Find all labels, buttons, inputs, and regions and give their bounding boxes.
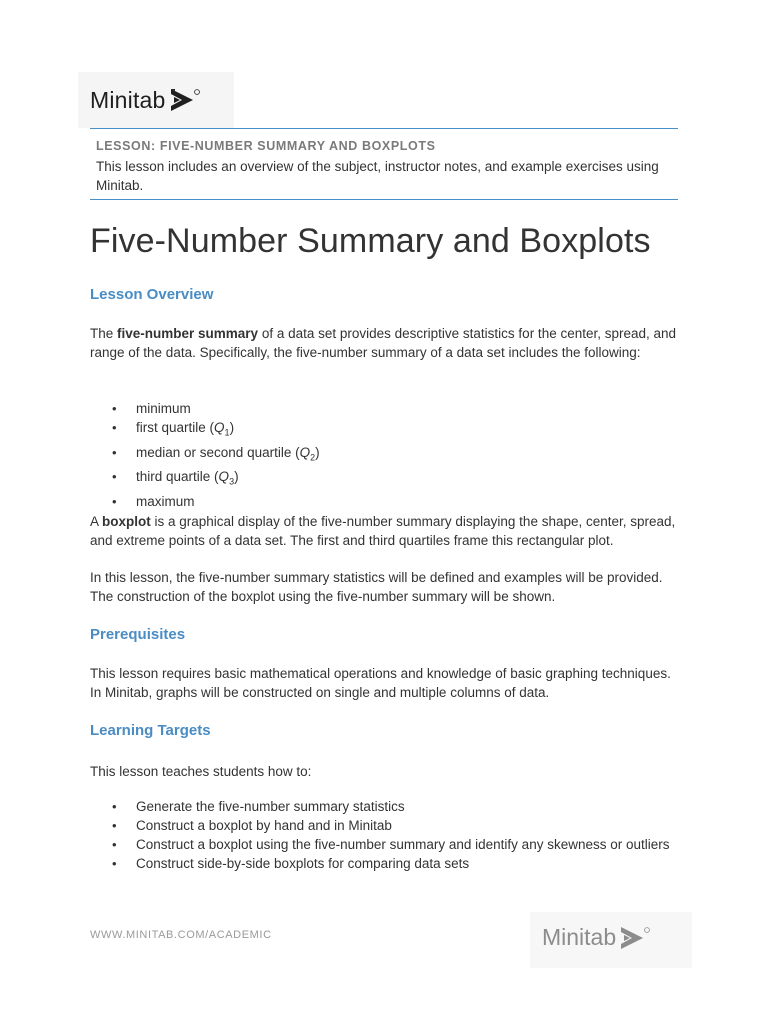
bullet-icon: • [112,420,117,435]
minitab-arrow-icon [621,927,651,951]
overview-p1-pre: The [90,326,118,341]
overview-p2-pre: A [90,514,103,529]
bullet-icon: • [112,401,117,416]
banner-bottom-rule [90,199,678,200]
list-item: • minimum [112,401,191,416]
overview-p2-post: is a graphical display of the five-number summary displaying the shape, center, spread, and extreme points of a data set. The first and third quartiles frame this rectangular plot. [90,514,676,548]
overview-paragraph-2 [90,512,680,550]
page-title: Five-Number Summary and Boxplots [90,222,651,260]
list-item: • Construct a boxplot by hand and in Minitab [112,818,392,833]
overview-p2-bold: boxplot [102,514,151,529]
header-logo-text: Minitab [90,86,166,113]
bullet-icon: • [112,837,117,852]
lesson-description: This lesson includes an overview of the subject, instructor notes, and example exercises using Minitab. [96,159,659,193]
minitab-arrow-icon [171,89,201,113]
bullet-icon: • [112,799,117,814]
list-item: • Generate the five-number summary statistics [112,799,405,814]
bullet-icon: • [112,494,117,510]
list-item: • first quartile $(Q_1)$ [112,420,235,438]
overview-paragraph-1 [90,324,680,362]
list-item: • Construct a boxplot using the five-number summary and identify any skewness or outliers [112,837,670,852]
footer-logo [542,924,651,951]
overview-p1-bold: five-number summary [117,326,259,341]
header-logo [90,83,201,117]
footer-url: WWW.MINITAB.COM/ACADEMIC [90,929,272,941]
learning-targets-list [90,797,680,873]
list-item: • third quartile $(Q_3)$ [112,469,239,488]
banner-top-rule [90,128,678,129]
section-heading-learning-targets: Learning Targets [90,722,211,739]
bullet-icon: • [112,856,117,871]
bullet-icon: • [112,444,117,460]
list-item: • median or second quartile $(Q_2)$ [112,444,320,463]
bullet-icon: • [112,469,117,485]
list-item: • maximum [112,494,195,510]
prerequisites-paragraph: This lesson requires basic mathematical operations and knowledge of basic graphing techniques. In Minitab, graphs will be constructed on single and multiple columns of data. [90,666,671,700]
footer-logo-text: Minitab [542,924,617,950]
learning-targets-intro: This lesson teaches students how to: [90,764,312,779]
overview-paragraph-3: In this lesson, the five-number summary statistics will be defined and examples will be provided. The construction of the boxplot using the five-number summary will be shown. [90,570,663,604]
section-heading-overview: Lesson Overview [90,286,214,303]
five-number-list [90,399,680,511]
overview-p1-post: of a data set provides descriptive statistics for the center, spread, and range of the data. Specifically, the five-number summary of a data set includes the following: [90,326,677,360]
lesson-label: LESSON: FIVE-NUMBER SUMMARY AND BOXPLOTS [96,139,436,153]
bullet-icon: • [112,818,117,833]
list-item: • Construct side-by-side boxplots for comparing data sets [112,856,470,871]
section-heading-prerequisites: Prerequisites [90,626,186,643]
